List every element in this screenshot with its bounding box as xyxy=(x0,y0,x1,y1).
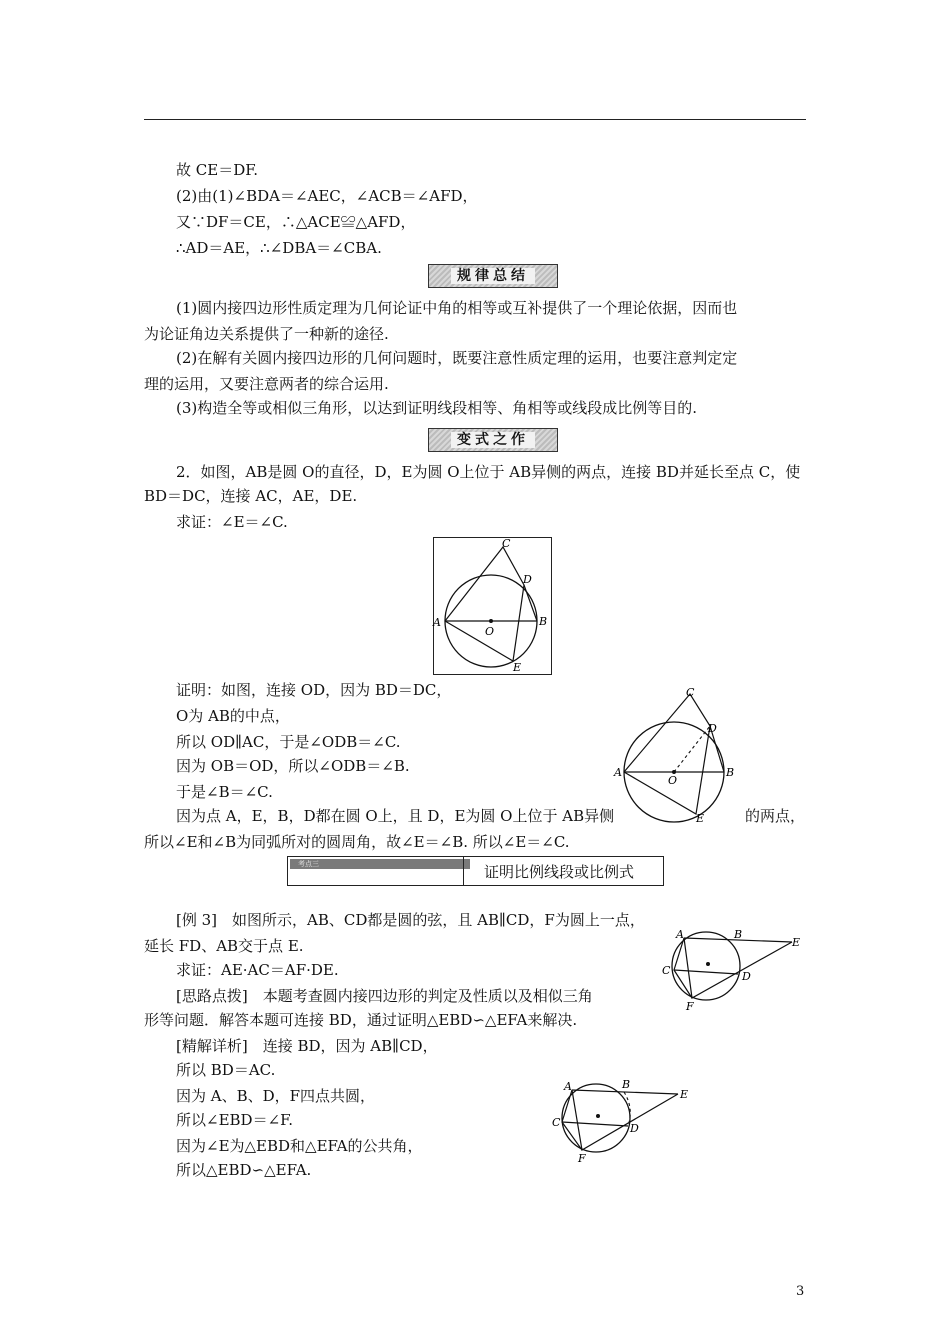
text-line: ∴AD＝AE，∴∠DBA＝∠CBA. xyxy=(176,239,382,257)
label-C: C xyxy=(502,537,511,550)
text-line: (2)由(1)∠BDA＝∠AEC，∠ACB＝∠AFD， xyxy=(176,187,478,205)
label-D: D xyxy=(523,573,532,586)
text-line: 的两点， xyxy=(745,807,806,825)
label-E: E xyxy=(696,812,705,825)
header-rule xyxy=(144,119,806,120)
label-B: B xyxy=(539,615,548,628)
text-line: O为 AB的中点， xyxy=(176,707,290,725)
summary-banner-label: 规律总结 xyxy=(451,268,535,284)
text-line: 因为∠E为△EBD和△EFA的公共角， xyxy=(176,1137,423,1155)
text-line: 又∵DF＝CE，∴△ACE≌△AFD， xyxy=(176,213,416,231)
label-E: E xyxy=(792,936,801,949)
label-A: A xyxy=(614,766,622,779)
label-F: F xyxy=(578,1152,586,1165)
label-E: E xyxy=(680,1088,689,1101)
label-C: C xyxy=(686,686,695,699)
text-line: 求证：∠E＝∠C. xyxy=(176,513,288,531)
text-line: 求证：AE·AC＝AF·DE. xyxy=(176,961,339,979)
text-line: 形等问题．解答本题可连接 BD，通过证明△EBD∽△EFA来解决. xyxy=(144,1011,578,1029)
label-D: D xyxy=(742,970,751,983)
variant-banner xyxy=(428,428,558,452)
text-line: 故 CE＝DF. xyxy=(176,161,259,179)
text-line: 延长 FD、AB交于点 E. xyxy=(144,937,304,955)
variant-banner-label: 变式之作 xyxy=(451,432,535,448)
text-line: (2)在解有关圆内接四边形的几何问题时，既要注意性质定理的运用，也要注意判定定 xyxy=(176,349,738,367)
figure-1 xyxy=(433,537,550,673)
text-line: 因为 A、B、D，F四点共圆， xyxy=(176,1087,376,1105)
label-A: A xyxy=(433,616,441,629)
section-title: 证明比例线段或比例式 xyxy=(484,863,635,881)
label-O: O xyxy=(668,774,678,787)
text-line: 证明：如图，连接 OD，因为 BD＝DC， xyxy=(176,681,452,699)
text-line: 所以 OD∥AC，于是∠ODB＝∠C. xyxy=(176,733,401,751)
text-line: 所以△EBD∽△EFA. xyxy=(176,1161,312,1179)
label-B: B xyxy=(622,1078,631,1091)
figure-3 xyxy=(660,926,810,1016)
text-line: [例 3] 如图所示，AB、CD都是圆的弦，且 AB∥CD，F为圆上一点， xyxy=(176,911,645,929)
text-line: 因为点 A，E，B，D都在圆 O上，且 D，E为圆 O上位于 AB异侧 xyxy=(176,807,615,825)
section-bar xyxy=(287,856,664,886)
text-line: 因为 OB＝OD，所以∠ODB＝∠B. xyxy=(176,757,410,775)
text-line: [思路点拨] 本题考查圆内接四边形的判定及性质以及相似三角 xyxy=(176,987,593,1005)
label-C: C xyxy=(662,964,671,977)
text-line: 于是∠B＝∠C. xyxy=(176,783,273,801)
label-F: F xyxy=(686,1000,694,1013)
text-line: [精解详析] 连接 BD，因为 AB∥CD， xyxy=(176,1037,438,1055)
label-C: C xyxy=(552,1116,561,1129)
label-E: E xyxy=(513,661,522,674)
label-D: D xyxy=(708,722,717,735)
figure-2 xyxy=(612,684,742,824)
text-line: 理的运用，又要注意两者的综合运用. xyxy=(144,375,389,393)
text-line: 2．如图，AB是圆 O的直径，D，E为圆 O上位于 AB异侧的两点，连接 BD并延长至点 C，使 xyxy=(176,463,801,481)
page-number: 3 xyxy=(796,1284,805,1299)
label-A: A xyxy=(676,928,684,941)
label-O: O xyxy=(485,625,495,638)
section-tag: 考点三 xyxy=(290,859,470,869)
text-line: 所以 BD＝AC. xyxy=(176,1061,276,1079)
text-line: 所以∠E和∠B为同弧所对的圆周角，故∠E＝∠B. 所以∠E＝∠C. xyxy=(144,833,570,851)
label-D: D xyxy=(630,1122,639,1135)
text-line: BD＝DC，连接 AC，AE，DE. xyxy=(144,487,358,505)
text-line: (3)构造全等或相似三角形，以达到证明线段相等、角相等或线段成比例等目的. xyxy=(176,399,698,417)
text-line: (1)圆内接四边形性质定理为几何论证中角的相等或互补提供了一个理论依据，因而也 xyxy=(176,299,738,317)
text-line: 为论证角边关系提供了一种新的途径. xyxy=(144,325,389,343)
label-B: B xyxy=(734,928,743,941)
figure-4 xyxy=(548,1076,698,1166)
summary-banner xyxy=(428,264,558,288)
label-A: A xyxy=(564,1080,572,1093)
label-B: B xyxy=(726,766,735,779)
section-divider xyxy=(463,857,464,885)
text-line: 所以∠EBD＝∠F. xyxy=(176,1111,293,1129)
